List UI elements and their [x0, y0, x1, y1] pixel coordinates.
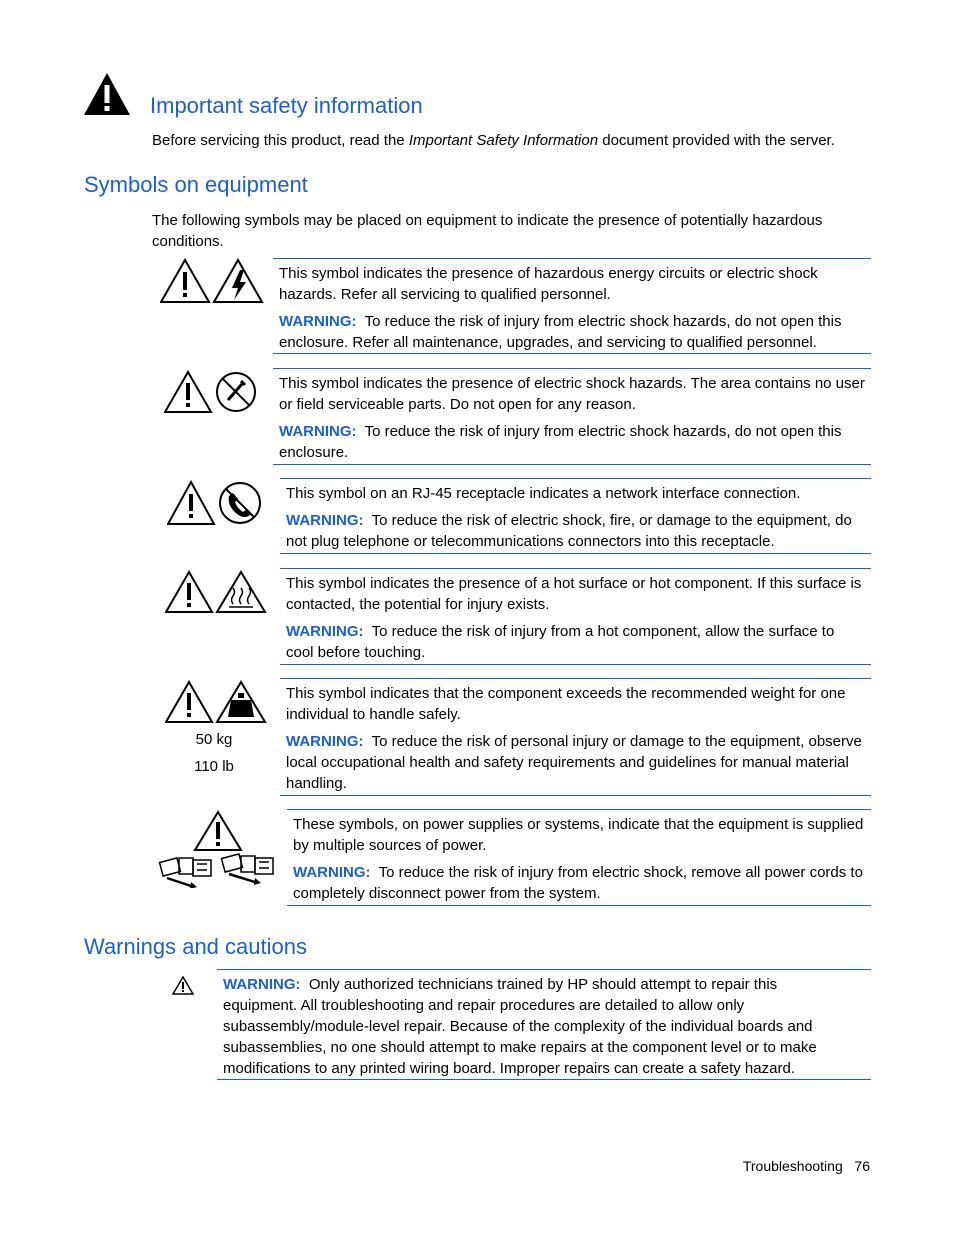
warning-label: WARNING:	[279, 313, 357, 330]
warning-triangle-small-icon	[172, 976, 194, 995]
hazardous-energy-symbol-icon	[160, 258, 264, 304]
symbol-block-1	[273, 258, 871, 354]
symbol-block-6	[287, 809, 871, 906]
warning-label: WARNING:	[279, 423, 357, 440]
warning-text: To reduce the risk of injury from a hot component, allow the surface to cool before touching.	[286, 623, 835, 661]
symbols-intro: The following symbols may be placed on equipment to indicate the presence of potentially hazardous conditions.	[152, 212, 823, 250]
symbol-description: This symbol indicates the presence of hazardous energy circuits or electric shock hazards. Refer all servicing to qualified personnel.	[279, 265, 818, 303]
important-safety-heading: Important safety information	[150, 93, 423, 118]
symbols-heading: Symbols on equipment	[84, 172, 308, 197]
network-interface-symbol-icon	[167, 480, 263, 526]
multiple-power-sources-symbol-icon	[157, 810, 281, 888]
warning-label: WARNING:	[286, 623, 364, 640]
symbol-warning	[293, 862, 865, 904]
important-text-before: Before servicing this product, read the	[152, 132, 409, 149]
symbol-block-3	[280, 478, 871, 554]
warning-text: To reduce the risk of injury from electric shock hazards, do not open this enclosure. Refer all maintenance, upgrades, and servicing to qualified personnel.	[279, 313, 842, 351]
symbol-warning	[279, 311, 865, 353]
warning-label: WARNING:	[286, 512, 364, 529]
important-safety-text	[152, 130, 872, 151]
warnings-heading: Warnings and cautions	[84, 934, 307, 959]
symbol-warning	[286, 731, 865, 794]
important-text-italic: Important Safety Information	[408, 132, 599, 149]
page-footer	[743, 1158, 870, 1174]
symbol-block-2	[273, 368, 871, 465]
warning-text: To reduce the risk of electric shock, fire, or damage to the equipment, do not plug telephone or telecommunications connectors into this receptacle.	[286, 512, 852, 550]
symbol-warning	[279, 421, 865, 463]
no-serviceable-parts-symbol-icon	[164, 370, 260, 414]
symbol-description: This symbol on an RJ-45 receptacle indicates a network interface connection.	[286, 485, 801, 502]
symbol-description: This symbol indicates the presence of electric shock hazards. The area contains no user or field serviceable parts. Do not open for any reason.	[279, 375, 865, 413]
warning-label: WARNING:	[293, 864, 371, 881]
symbol-description: These symbols, on power supplies or systems, indicate that the equipment is supplied by multiple sources of power.	[293, 816, 864, 854]
symbol-warning	[286, 510, 865, 552]
warning-label: WARNING:	[286, 733, 364, 750]
symbol-block-4	[280, 568, 871, 665]
symbol-description: This symbol indicates that the component exceeds the recommended weight for one individual to handle safely.	[286, 685, 846, 723]
weight-kg-label: 50 kg	[195, 731, 233, 748]
symbol-description: This symbol indicates the presence of a hot surface or hot component. If this surface is contacted, the potential for injury exists.	[286, 575, 862, 613]
heavy-weight-symbol-icon	[165, 680, 267, 724]
warning-text: To reduce the risk of injury from electric shock, remove all power cords to completely disconnect power from the system.	[293, 864, 863, 902]
warning-text: To reduce the risk of injury from electric shock hazards, do not open this enclosure.	[279, 423, 842, 461]
warning-label: WARNING:	[223, 976, 301, 993]
important-text-after: document provided with the server.	[598, 132, 835, 149]
warnings-block	[217, 969, 871, 1080]
hot-surface-symbol-icon	[165, 570, 267, 614]
warning-text: To reduce the risk of personal injury or damage to the equipment, observe local occupational health and safety requirements and guidelines for manual material handling.	[286, 733, 862, 792]
warning-triangle-solid-icon	[83, 72, 131, 116]
warning-text: Only authorized technicians trained by HP should attempt to repair this equipment. All troubleshooting and repair procedures are detailed to allow only subassembly/module-level repair. Because of the complexity of the individual boards and subassemblies, no one should attempt to make repairs at the component level or to make modifications to any printed wiring board. Improper repairs can create a safety hazard.	[223, 976, 817, 1077]
page-number: 76	[854, 1158, 870, 1174]
warnings-warning	[223, 974, 843, 1079]
symbol-warning	[286, 621, 865, 663]
symbol-block-5	[280, 678, 871, 796]
footer-section: Troubleshooting	[742, 1158, 843, 1174]
weight-lb-label: 110 lb	[194, 758, 234, 775]
